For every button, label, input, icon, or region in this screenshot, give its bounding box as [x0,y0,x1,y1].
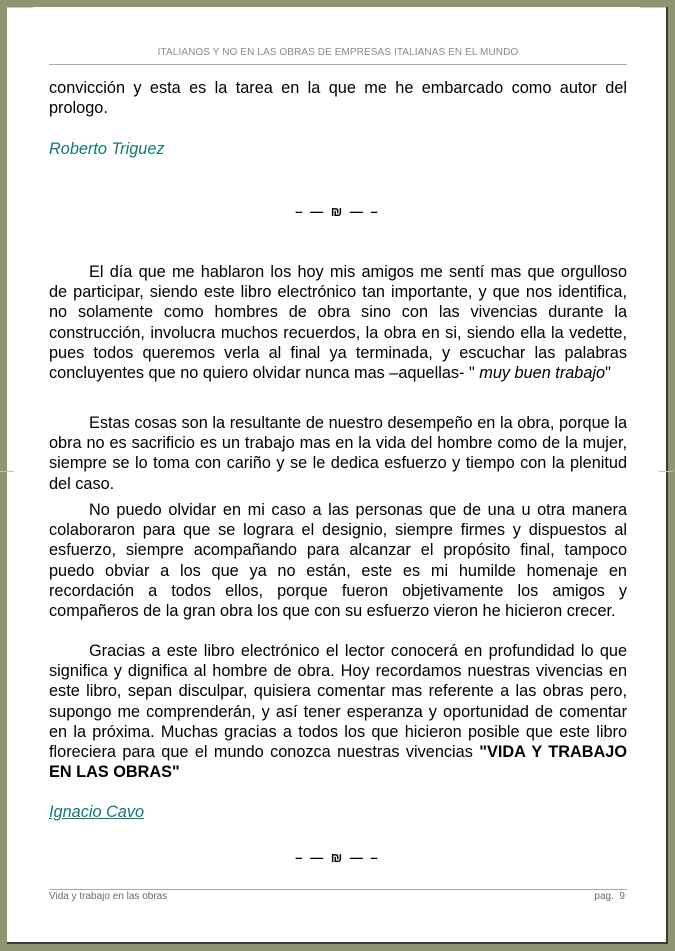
page-number: pag. 9 [594,891,625,902]
signature-roberto-triguez: Roberto Triguez [49,140,165,158]
paragraph-3: No puedo olvidar en mi caso a las personas que de una u otra manera colaboraron para que se lograra el designio, siempre firmes y dispuestos al esfuerzo, siempre acompañando para alcanzar el propósito final, tampoco puedo obviar a los que ya no están, este es mi humilde homenaje en recordación a todos ellos, porque fueron objetivamente los amigos y compañeros de la gran obra los que con su esfuerzo vieron he hicieron crecer. [49,501,627,621]
section-divider-1: – — ₪ — – [295,204,380,219]
section-divider-2: – — ₪ — – [295,850,380,865]
margin-tick-left [0,471,14,472]
running-header: ITALIANOS Y NO EN LAS OBRAS DE EMPRESAS ITALIANAS EN EL MUNDO [157,47,519,58]
paragraph-4-text: Gracias a este libro electrónico el lector conocerá en profundidad lo que significa y dignifica al hombre de obra. Hoy recordamos nuestras vivencias en este libro, sepan disculpar, quisiera comentar mas referente a las obras pero, supongo me comprenderán, y así tener esperanza y oportunidad de comentar en la próxima. Muchas gracias a todos los que hicieron posible que este libro floreciera para que el mundo conozca nuestras vivencias [49,642,627,762]
book-title-bold: "VIDA Y TRABAJO EN LAS OBRAS" [49,743,628,782]
paragraph-1-end: " [605,364,611,383]
crop-mark-top-left [7,7,33,8]
footer-rule [49,889,627,890]
running-footer: Vida y trabajo en las obras [49,891,168,902]
paragraph-1-text: El día que me hablaron los hoy mis amigos me sentí mas que orgulloso de participar, siendo este libro electrónico tan importante, y que nos identifica, no solamente como hombres de obra sino con las vivencias durante la construcción, involucra muchos recuerdos, la obra en si, siendo ella la vedette, pues todos queremos verla al final ya terminada, y escuchar las palabras concluyentes que no quiero olvidar nunca mas –aquellas- " [49,263,627,383]
signature-ignacio-cavo: Ignacio Cavo [49,803,145,821]
document-page [7,7,668,944]
crop-mark-top-right [640,7,666,8]
paragraph-4 [49,641,627,782]
paragraph-2: Estas cosas son la resultante de nuestro desempeño en la obra, porque la obra no es sacrificio es un trabajo mas en la vida del hombre como de la mujer, siempre se lo toma con cariño y se le dedica esfuerzo y tiempo con la plenitud del caso. [49,414,627,493]
paragraph-intro-end: convicción y esta es la tarea en la que me he embarcado como autor del prologo. [49,79,627,118]
paragraph-1 [49,262,627,383]
margin-tick-right [659,471,673,472]
header-rule [49,64,627,65]
paragraph-1-italic: muy buen trabajo [479,364,606,383]
